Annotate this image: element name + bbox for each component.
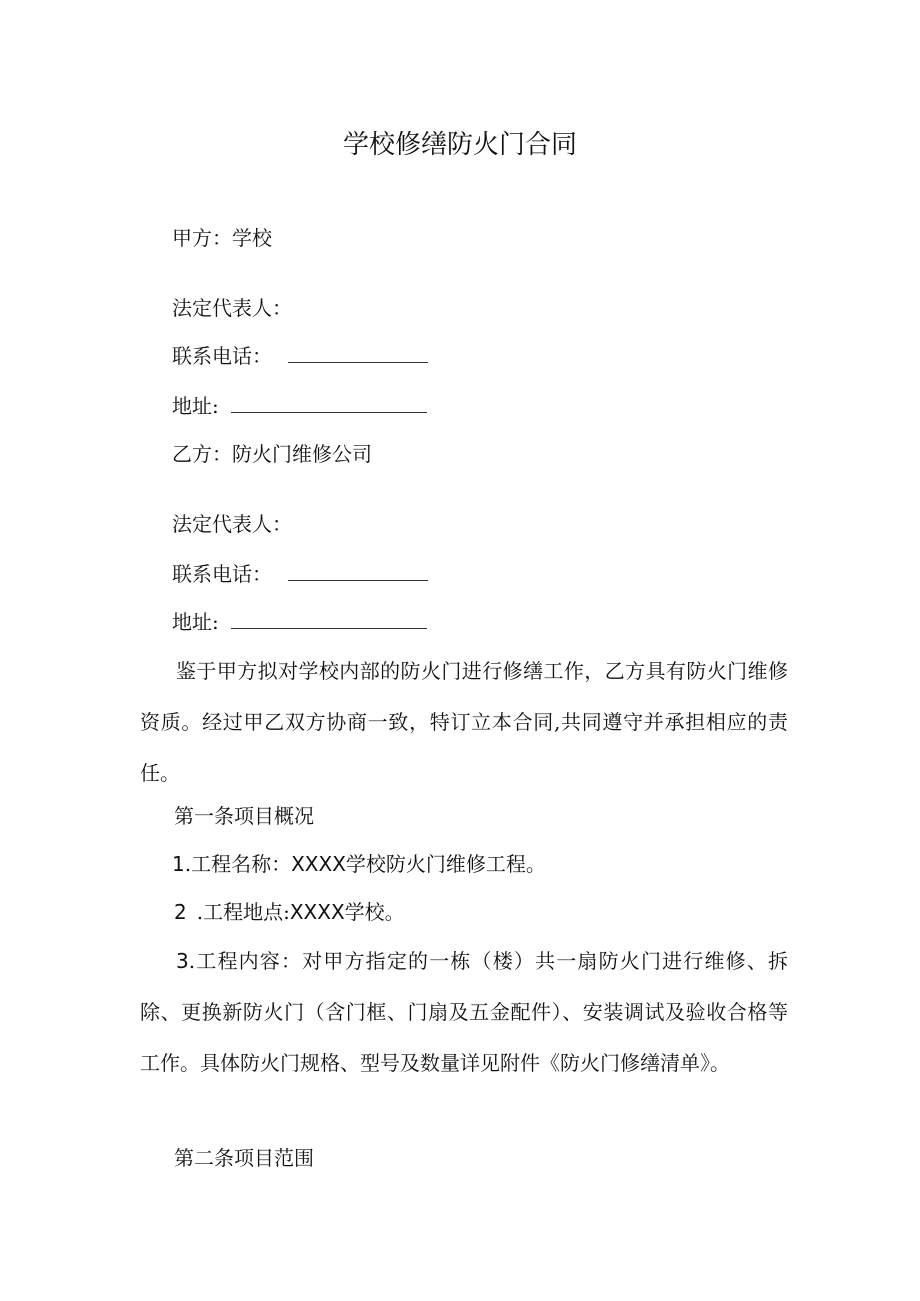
party-a-phone-row <box>172 342 428 370</box>
party-b-phone-row <box>172 560 428 588</box>
party-b-phone-blank[interactable] <box>288 562 428 581</box>
party-a-address-label: 地址: <box>172 394 219 418</box>
article-1-item-1 <box>172 850 546 878</box>
page-title: 学校修缮防火门合同 <box>342 130 577 160</box>
party-a-phone-label: 联系电话： <box>172 344 272 368</box>
party-b-address-row <box>172 608 427 636</box>
item-2-label: .工程地点: <box>196 900 290 924</box>
party-b-address-label: 地址: <box>172 610 219 634</box>
preamble-paragraph: 鉴于甲方拟对学校内部的防火门进行修缮工作，乙方具有防火门维修资质。经过甲乙双方协商一致，特订立本合同,共同遵守并承担相应的责任。 <box>140 659 788 785</box>
item-1-code: XXXX <box>291 852 346 876</box>
party-a-phone-blank[interactable] <box>288 344 428 363</box>
article-1-heading: 第一条项目概况 <box>174 804 314 828</box>
item-2-code: XXXX <box>289 900 345 924</box>
party-a-label: 甲方：学校 <box>172 226 272 250</box>
item-2-rest: 学校。 <box>344 900 405 924</box>
party-a-address-row <box>172 392 427 420</box>
party-b-label: 乙方：防火门维修公司 <box>172 442 372 466</box>
party-b-representative: 法定代表人： <box>172 512 292 536</box>
item-1-label: .工程名称： <box>184 852 292 876</box>
article-2-heading: 第二条项目范围 <box>174 1146 314 1170</box>
item-3-text: .工程内容：对甲方指定的一栋（楼）共一扇防火门进行维修、拆除、更换新防火门（含门框、门扇及五金配件）、安装调试及验收合格等工作。具体防火门规格、型号及数量详见附件《防火门修缮清单》。 <box>140 949 788 1075</box>
party-b-phone-label: 联系电话： <box>172 562 272 586</box>
article-1-item-2 <box>174 898 405 926</box>
party-a-representative: 法定代表人： <box>172 296 292 320</box>
party-a-address-blank[interactable] <box>231 394 427 413</box>
item-1-number: 1 <box>172 852 185 876</box>
item-3-number: 3 <box>176 949 189 973</box>
party-b-address-blank[interactable] <box>231 610 427 629</box>
item-1-rest: 学校防火门维修工程。 <box>345 852 546 876</box>
article-1-item-3 <box>140 936 788 1089</box>
item-2-number: 2 <box>174 900 187 924</box>
